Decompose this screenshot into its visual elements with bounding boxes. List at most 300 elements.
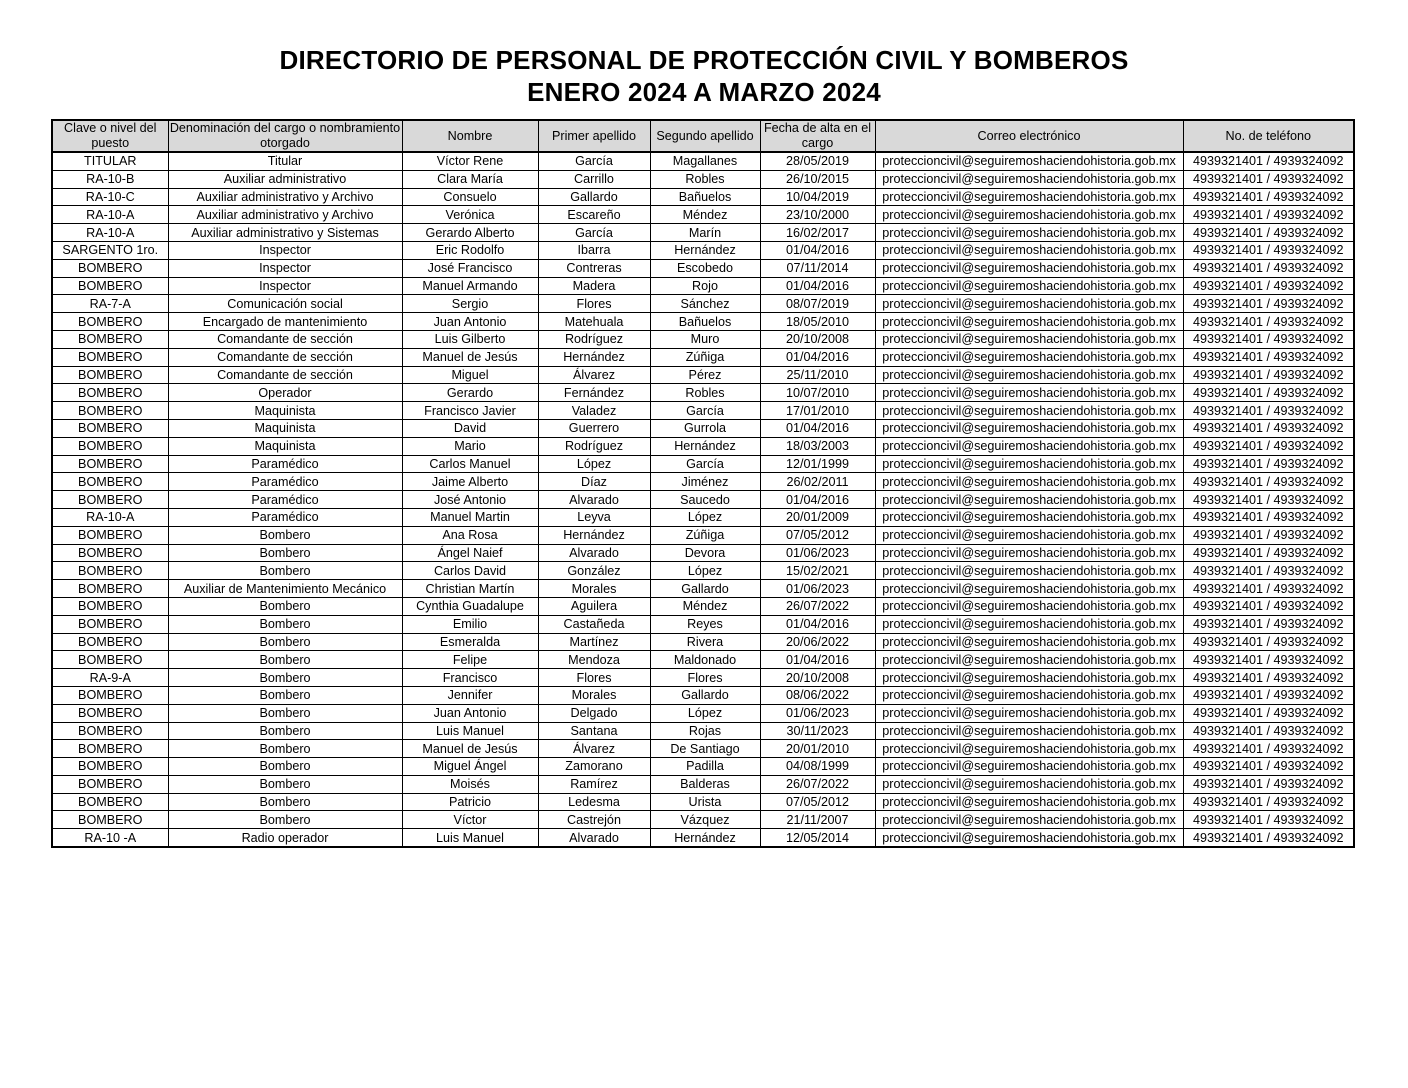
table-row	[52, 686, 1354, 704]
cell-nombre: Luis Manuel	[402, 722, 538, 740]
cell-segundo-apellido: Bañuelos	[650, 313, 760, 331]
cell-telefono: 4939321401 / 4939324092	[1183, 793, 1354, 811]
cell-fecha-alta: 01/06/2023	[760, 544, 875, 562]
cell-segundo-apellido: Hernández	[650, 241, 760, 259]
cell-fecha-alta: 20/06/2022	[760, 633, 875, 651]
cell-primer-apellido: Santana	[538, 722, 650, 740]
table-row	[52, 508, 1354, 526]
cell-telefono: 4939321401 / 4939324092	[1183, 206, 1354, 224]
cell-nombre: Víctor Rene	[402, 152, 538, 170]
cell-primer-apellido: Castañeda	[538, 615, 650, 633]
cell-telefono: 4939321401 / 4939324092	[1183, 330, 1354, 348]
cell-telefono: 4939321401 / 4939324092	[1183, 366, 1354, 384]
cell-nombre: Ángel Naief	[402, 544, 538, 562]
cell-denominacion: Bombero	[168, 633, 402, 651]
cell-fecha-alta: 26/07/2022	[760, 597, 875, 615]
cell-fecha-alta: 25/11/2010	[760, 366, 875, 384]
cell-primer-apellido: González	[538, 562, 650, 580]
cell-primer-apellido: Valadez	[538, 402, 650, 420]
cell-correo: proteccioncivil@seguiremoshaciendohistoria.gob.mx	[875, 259, 1183, 277]
cell-nombre: Felipe	[402, 651, 538, 669]
cell-telefono: 4939321401 / 4939324092	[1183, 633, 1354, 651]
table-row	[52, 704, 1354, 722]
cell-fecha-alta: 28/05/2019	[760, 152, 875, 170]
cell-denominacion: Auxiliar administrativo y Sistemas	[168, 224, 402, 242]
cell-correo: proteccioncivil@seguiremoshaciendohistoria.gob.mx	[875, 491, 1183, 509]
cell-denominacion: Bombero	[168, 704, 402, 722]
cell-fecha-alta: 17/01/2010	[760, 402, 875, 420]
cell-correo: proteccioncivil@seguiremoshaciendohistoria.gob.mx	[875, 348, 1183, 366]
cell-primer-apellido: Leyva	[538, 508, 650, 526]
cell-fecha-alta: 01/04/2016	[760, 277, 875, 295]
cell-correo: proteccioncivil@seguiremoshaciendohistoria.gob.mx	[875, 188, 1183, 206]
table-row	[52, 455, 1354, 473]
cell-segundo-apellido: Devora	[650, 544, 760, 562]
cell-segundo-apellido: Bañuelos	[650, 188, 760, 206]
cell-denominacion: Bombero	[168, 793, 402, 811]
cell-clave: BOMBERO	[52, 775, 168, 793]
cell-primer-apellido: Ramírez	[538, 775, 650, 793]
cell-segundo-apellido: Magallanes	[650, 152, 760, 170]
cell-fecha-alta: 01/04/2016	[760, 419, 875, 437]
table-row	[52, 366, 1354, 384]
cell-denominacion: Bombero	[168, 686, 402, 704]
cell-segundo-apellido: De Santiago	[650, 740, 760, 758]
cell-correo: proteccioncivil@seguiremoshaciendohistoria.gob.mx	[875, 793, 1183, 811]
cell-segundo-apellido: Muro	[650, 330, 760, 348]
cell-clave: BOMBERO	[52, 491, 168, 509]
cell-correo: proteccioncivil@seguiremoshaciendohistoria.gob.mx	[875, 330, 1183, 348]
cell-nombre: Jaime Alberto	[402, 473, 538, 491]
cell-nombre: Clara María	[402, 170, 538, 188]
cell-clave: BOMBERO	[52, 615, 168, 633]
cell-telefono: 4939321401 / 4939324092	[1183, 455, 1354, 473]
cell-correo: proteccioncivil@seguiremoshaciendohistoria.gob.mx	[875, 384, 1183, 402]
cell-primer-apellido: Hernández	[538, 348, 650, 366]
table-row	[52, 437, 1354, 455]
table-row	[52, 597, 1354, 615]
cell-primer-apellido: Alvarado	[538, 829, 650, 847]
table-row	[52, 775, 1354, 793]
cell-nombre: Eric Rodolfo	[402, 241, 538, 259]
cell-correo: proteccioncivil@seguiremoshaciendohistoria.gob.mx	[875, 722, 1183, 740]
cell-nombre: Francisco	[402, 669, 538, 687]
cell-correo: proteccioncivil@seguiremoshaciendohistoria.gob.mx	[875, 437, 1183, 455]
cell-telefono: 4939321401 / 4939324092	[1183, 758, 1354, 776]
cell-clave: BOMBERO	[52, 793, 168, 811]
cell-clave: BOMBERO	[52, 704, 168, 722]
cell-clave: BOMBERO	[52, 544, 168, 562]
cell-fecha-alta: 01/04/2016	[760, 615, 875, 633]
cell-fecha-alta: 08/07/2019	[760, 295, 875, 313]
cell-fecha-alta: 21/11/2007	[760, 811, 875, 829]
cell-correo: proteccioncivil@seguiremoshaciendohistoria.gob.mx	[875, 206, 1183, 224]
cell-primer-apellido: Ledesma	[538, 793, 650, 811]
cell-correo: proteccioncivil@seguiremoshaciendohistoria.gob.mx	[875, 633, 1183, 651]
cell-primer-apellido: Morales	[538, 686, 650, 704]
cell-primer-apellido: López	[538, 455, 650, 473]
cell-telefono: 4939321401 / 4939324092	[1183, 473, 1354, 491]
cell-denominacion: Radio operador	[168, 829, 402, 847]
document-title: DIRECTORIO DE PERSONAL DE PROTECCIÓN CIVIL Y BOMBEROS	[279, 45, 1129, 75]
cell-correo: proteccioncivil@seguiremoshaciendohistoria.gob.mx	[875, 544, 1183, 562]
cell-primer-apellido: Rodríguez	[538, 437, 650, 455]
cell-telefono: 4939321401 / 4939324092	[1183, 259, 1354, 277]
cell-nombre: Sergio	[402, 295, 538, 313]
cell-segundo-apellido: López	[650, 508, 760, 526]
cell-telefono: 4939321401 / 4939324092	[1183, 224, 1354, 242]
cell-fecha-alta: 01/04/2016	[760, 651, 875, 669]
cell-denominacion: Auxiliar administrativo y Archivo	[168, 206, 402, 224]
cell-nombre: Christian Martín	[402, 580, 538, 598]
table-header-row	[52, 120, 1354, 152]
cell-telefono: 4939321401 / 4939324092	[1183, 722, 1354, 740]
table-row	[52, 313, 1354, 331]
cell-telefono: 4939321401 / 4939324092	[1183, 775, 1354, 793]
table-row	[52, 544, 1354, 562]
cell-correo: proteccioncivil@seguiremoshaciendohistoria.gob.mx	[875, 402, 1183, 420]
cell-segundo-apellido: Hernández	[650, 829, 760, 847]
cell-denominacion: Encargado de mantenimiento	[168, 313, 402, 331]
cell-fecha-alta: 07/11/2014	[760, 259, 875, 277]
table-body	[52, 152, 1354, 847]
table-row	[52, 419, 1354, 437]
cell-primer-apellido: Delgado	[538, 704, 650, 722]
cell-nombre: Jennifer	[402, 686, 538, 704]
cell-segundo-apellido: Sánchez	[650, 295, 760, 313]
document-title-block	[0, 44, 1408, 108]
cell-segundo-apellido: Jiménez	[650, 473, 760, 491]
cell-segundo-apellido: Méndez	[650, 206, 760, 224]
table-row	[52, 526, 1354, 544]
cell-telefono: 4939321401 / 4939324092	[1183, 669, 1354, 687]
cell-primer-apellido: Madera	[538, 277, 650, 295]
cell-correo: proteccioncivil@seguiremoshaciendohistoria.gob.mx	[875, 526, 1183, 544]
cell-segundo-apellido: López	[650, 704, 760, 722]
cell-nombre: Carlos Manuel	[402, 455, 538, 473]
cell-segundo-apellido: López	[650, 562, 760, 580]
cell-nombre: Juan Antonio	[402, 313, 538, 331]
cell-nombre: Manuel de Jesús	[402, 348, 538, 366]
cell-telefono: 4939321401 / 4939324092	[1183, 580, 1354, 598]
cell-segundo-apellido: Balderas	[650, 775, 760, 793]
cell-primer-apellido: Guerrero	[538, 419, 650, 437]
cell-correo: proteccioncivil@seguiremoshaciendohistoria.gob.mx	[875, 669, 1183, 687]
cell-telefono: 4939321401 / 4939324092	[1183, 241, 1354, 259]
table-row	[52, 259, 1354, 277]
table-row	[52, 348, 1354, 366]
cell-fecha-alta: 16/02/2017	[760, 224, 875, 242]
cell-nombre: Luis Gilberto	[402, 330, 538, 348]
cell-clave: BOMBERO	[52, 473, 168, 491]
cell-primer-apellido: Díaz	[538, 473, 650, 491]
cell-nombre: Francisco Javier	[402, 402, 538, 420]
cell-primer-apellido: Gallardo	[538, 188, 650, 206]
cell-primer-apellido: Ibarra	[538, 241, 650, 259]
cell-primer-apellido: Alvarado	[538, 544, 650, 562]
cell-segundo-apellido: Rojo	[650, 277, 760, 295]
cell-primer-apellido: Flores	[538, 295, 650, 313]
cell-nombre: Patricio	[402, 793, 538, 811]
cell-telefono: 4939321401 / 4939324092	[1183, 419, 1354, 437]
header-telefono: No. de teléfono	[1183, 120, 1354, 152]
header-primer-apellido: Primer apellido	[538, 120, 650, 152]
cell-nombre: Luis Manuel	[402, 829, 538, 847]
cell-segundo-apellido: García	[650, 455, 760, 473]
cell-nombre: Esmeralda	[402, 633, 538, 651]
cell-fecha-alta: 10/04/2019	[760, 188, 875, 206]
cell-clave: BOMBERO	[52, 740, 168, 758]
cell-nombre: Manuel de Jesús	[402, 740, 538, 758]
cell-telefono: 4939321401 / 4939324092	[1183, 508, 1354, 526]
table-row	[52, 330, 1354, 348]
cell-denominacion: Titular	[168, 152, 402, 170]
table-row	[52, 722, 1354, 740]
cell-primer-apellido: Rodríguez	[538, 330, 650, 348]
cell-clave: RA-10-B	[52, 170, 168, 188]
cell-fecha-alta: 01/06/2023	[760, 580, 875, 598]
cell-primer-apellido: Escareño	[538, 206, 650, 224]
cell-clave: BOMBERO	[52, 811, 168, 829]
cell-nombre: Miguel Ángel	[402, 758, 538, 776]
cell-correo: proteccioncivil@seguiremoshaciendohistoria.gob.mx	[875, 473, 1183, 491]
cell-fecha-alta: 15/02/2021	[760, 562, 875, 580]
cell-denominacion: Auxiliar administrativo y Archivo	[168, 188, 402, 206]
cell-nombre: Verónica	[402, 206, 538, 224]
cell-denominacion: Bombero	[168, 722, 402, 740]
cell-primer-apellido: Alvarado	[538, 491, 650, 509]
cell-nombre: Emilio	[402, 615, 538, 633]
table-row	[52, 740, 1354, 758]
table-row	[52, 206, 1354, 224]
table-row	[52, 188, 1354, 206]
cell-correo: proteccioncivil@seguiremoshaciendohistoria.gob.mx	[875, 170, 1183, 188]
cell-fecha-alta: 26/07/2022	[760, 775, 875, 793]
cell-telefono: 4939321401 / 4939324092	[1183, 295, 1354, 313]
cell-telefono: 4939321401 / 4939324092	[1183, 544, 1354, 562]
cell-telefono: 4939321401 / 4939324092	[1183, 384, 1354, 402]
cell-correo: proteccioncivil@seguiremoshaciendohistoria.gob.mx	[875, 295, 1183, 313]
cell-clave: RA-9-A	[52, 669, 168, 687]
cell-clave: BOMBERO	[52, 580, 168, 598]
table-row	[52, 224, 1354, 242]
cell-clave: BOMBERO	[52, 686, 168, 704]
table-row	[52, 384, 1354, 402]
cell-segundo-apellido: Maldonado	[650, 651, 760, 669]
cell-segundo-apellido: Méndez	[650, 597, 760, 615]
cell-segundo-apellido: Robles	[650, 170, 760, 188]
cell-telefono: 4939321401 / 4939324092	[1183, 562, 1354, 580]
table-row	[52, 277, 1354, 295]
cell-primer-apellido: Martínez	[538, 633, 650, 651]
cell-fecha-alta: 26/10/2015	[760, 170, 875, 188]
cell-segundo-apellido: Flores	[650, 669, 760, 687]
cell-fecha-alta: 26/02/2011	[760, 473, 875, 491]
cell-primer-apellido: García	[538, 224, 650, 242]
cell-denominacion: Bombero	[168, 615, 402, 633]
cell-nombre: Consuelo	[402, 188, 538, 206]
cell-clave: BOMBERO	[52, 437, 168, 455]
cell-correo: proteccioncivil@seguiremoshaciendohistoria.gob.mx	[875, 580, 1183, 598]
cell-primer-apellido: García	[538, 152, 650, 170]
cell-denominacion: Bombero	[168, 526, 402, 544]
cell-fecha-alta: 10/07/2010	[760, 384, 875, 402]
cell-clave: BOMBERO	[52, 526, 168, 544]
cell-primer-apellido: Matehuala	[538, 313, 650, 331]
cell-segundo-apellido: Hernández	[650, 437, 760, 455]
table-row	[52, 615, 1354, 633]
cell-denominacion: Bombero	[168, 775, 402, 793]
cell-segundo-apellido: Zúñiga	[650, 348, 760, 366]
cell-denominacion: Bombero	[168, 544, 402, 562]
cell-clave: BOMBERO	[52, 259, 168, 277]
cell-fecha-alta: 01/04/2016	[760, 348, 875, 366]
cell-correo: proteccioncivil@seguiremoshaciendohistoria.gob.mx	[875, 829, 1183, 847]
cell-nombre: José Antonio	[402, 491, 538, 509]
cell-correo: proteccioncivil@seguiremoshaciendohistoria.gob.mx	[875, 740, 1183, 758]
table-row	[52, 295, 1354, 313]
header-segundo-apellido: Segundo apellido	[650, 120, 760, 152]
cell-denominacion: Comandante de sección	[168, 348, 402, 366]
header-nombre: Nombre	[402, 120, 538, 152]
cell-denominacion: Auxiliar de Mantenimiento Mecánico	[168, 580, 402, 598]
cell-correo: proteccioncivil@seguiremoshaciendohistoria.gob.mx	[875, 615, 1183, 633]
cell-telefono: 4939321401 / 4939324092	[1183, 829, 1354, 847]
cell-telefono: 4939321401 / 4939324092	[1183, 491, 1354, 509]
cell-denominacion: Bombero	[168, 597, 402, 615]
cell-denominacion: Paramédico	[168, 455, 402, 473]
cell-clave: BOMBERO	[52, 633, 168, 651]
table-row	[52, 758, 1354, 776]
cell-correo: proteccioncivil@seguiremoshaciendohistoria.gob.mx	[875, 152, 1183, 170]
cell-nombre: Juan Antonio	[402, 704, 538, 722]
cell-correo: proteccioncivil@seguiremoshaciendohistoria.gob.mx	[875, 419, 1183, 437]
cell-denominacion: Operador	[168, 384, 402, 402]
cell-segundo-apellido: Zúñiga	[650, 526, 760, 544]
cell-primer-apellido: Álvarez	[538, 366, 650, 384]
cell-nombre: Miguel	[402, 366, 538, 384]
cell-primer-apellido: Álvarez	[538, 740, 650, 758]
table-row	[52, 793, 1354, 811]
cell-denominacion: Maquinista	[168, 437, 402, 455]
cell-denominacion: Bombero	[168, 740, 402, 758]
cell-clave: BOMBERO	[52, 722, 168, 740]
table-row	[52, 811, 1354, 829]
table-row	[52, 152, 1354, 170]
table-row	[52, 651, 1354, 669]
cell-correo: proteccioncivil@seguiremoshaciendohistoria.gob.mx	[875, 508, 1183, 526]
cell-denominacion: Paramédico	[168, 473, 402, 491]
table-row	[52, 669, 1354, 687]
cell-segundo-apellido: Rojas	[650, 722, 760, 740]
cell-correo: proteccioncivil@seguiremoshaciendohistoria.gob.mx	[875, 224, 1183, 242]
cell-telefono: 4939321401 / 4939324092	[1183, 348, 1354, 366]
cell-nombre: Cynthia Guadalupe	[402, 597, 538, 615]
cell-correo: proteccioncivil@seguiremoshaciendohistoria.gob.mx	[875, 277, 1183, 295]
cell-segundo-apellido: Escobedo	[650, 259, 760, 277]
cell-clave: SARGENTO 1ro.	[52, 241, 168, 259]
cell-telefono: 4939321401 / 4939324092	[1183, 402, 1354, 420]
table-row	[52, 562, 1354, 580]
cell-nombre: Manuel Martin	[402, 508, 538, 526]
cell-denominacion: Bombero	[168, 811, 402, 829]
cell-telefono: 4939321401 / 4939324092	[1183, 615, 1354, 633]
cell-clave: RA-10 -A	[52, 829, 168, 847]
cell-denominacion: Auxiliar administrativo	[168, 170, 402, 188]
cell-segundo-apellido: Pérez	[650, 366, 760, 384]
cell-clave: BOMBERO	[52, 277, 168, 295]
cell-telefono: 4939321401 / 4939324092	[1183, 152, 1354, 170]
cell-clave: RA-10-C	[52, 188, 168, 206]
cell-denominacion: Comunicación social	[168, 295, 402, 313]
cell-nombre: Manuel Armando	[402, 277, 538, 295]
document-period: ENERO 2024 A MARZO 2024	[527, 77, 881, 107]
table-row	[52, 491, 1354, 509]
cell-primer-apellido: Castrejón	[538, 811, 650, 829]
header-clave: Clave o nivel del puesto	[52, 120, 168, 152]
cell-telefono: 4939321401 / 4939324092	[1183, 740, 1354, 758]
cell-correo: proteccioncivil@seguiremoshaciendohistoria.gob.mx	[875, 704, 1183, 722]
cell-segundo-apellido: Marín	[650, 224, 760, 242]
cell-correo: proteccioncivil@seguiremoshaciendohistoria.gob.mx	[875, 313, 1183, 331]
cell-clave: BOMBERO	[52, 313, 168, 331]
cell-primer-apellido: Fernández	[538, 384, 650, 402]
cell-correo: proteccioncivil@seguiremoshaciendohistoria.gob.mx	[875, 811, 1183, 829]
cell-telefono: 4939321401 / 4939324092	[1183, 526, 1354, 544]
cell-primer-apellido: Contreras	[538, 259, 650, 277]
cell-segundo-apellido: García	[650, 402, 760, 420]
cell-primer-apellido: Hernández	[538, 526, 650, 544]
cell-primer-apellido: Aguilera	[538, 597, 650, 615]
cell-clave: BOMBERO	[52, 597, 168, 615]
cell-nombre: Mario	[402, 437, 538, 455]
cell-fecha-alta: 23/10/2000	[760, 206, 875, 224]
cell-telefono: 4939321401 / 4939324092	[1183, 277, 1354, 295]
cell-nombre: José Francisco	[402, 259, 538, 277]
cell-denominacion: Inspector	[168, 241, 402, 259]
header-correo: Correo electrónico	[875, 120, 1183, 152]
cell-clave: RA-7-A	[52, 295, 168, 313]
cell-segundo-apellido: Reyes	[650, 615, 760, 633]
cell-fecha-alta: 01/04/2016	[760, 491, 875, 509]
cell-denominacion: Maquinista	[168, 402, 402, 420]
cell-fecha-alta: 07/05/2012	[760, 526, 875, 544]
header-denominacion: Denominación del cargo o nombramiento otorgado	[169, 121, 401, 150]
cell-denominacion: Bombero	[168, 562, 402, 580]
cell-denominacion: Bombero	[168, 758, 402, 776]
cell-segundo-apellido: Gurrola	[650, 419, 760, 437]
cell-nombre: Gerardo	[402, 384, 538, 402]
cell-fecha-alta: 07/05/2012	[760, 793, 875, 811]
cell-clave: BOMBERO	[52, 348, 168, 366]
cell-primer-apellido: Mendoza	[538, 651, 650, 669]
table-row	[52, 633, 1354, 651]
cell-primer-apellido: Flores	[538, 669, 650, 687]
cell-segundo-apellido: Vázquez	[650, 811, 760, 829]
cell-telefono: 4939321401 / 4939324092	[1183, 704, 1354, 722]
cell-clave: RA-10-A	[52, 206, 168, 224]
table-row	[52, 473, 1354, 491]
cell-nombre: Ana Rosa	[402, 526, 538, 544]
cell-clave: BOMBERO	[52, 562, 168, 580]
cell-denominacion: Bombero	[168, 651, 402, 669]
cell-correo: proteccioncivil@seguiremoshaciendohistoria.gob.mx	[875, 241, 1183, 259]
cell-fecha-alta: 04/08/1999	[760, 758, 875, 776]
cell-nombre: Víctor	[402, 811, 538, 829]
table-row	[52, 170, 1354, 188]
cell-correo: proteccioncivil@seguiremoshaciendohistoria.gob.mx	[875, 651, 1183, 669]
table-row	[52, 241, 1354, 259]
